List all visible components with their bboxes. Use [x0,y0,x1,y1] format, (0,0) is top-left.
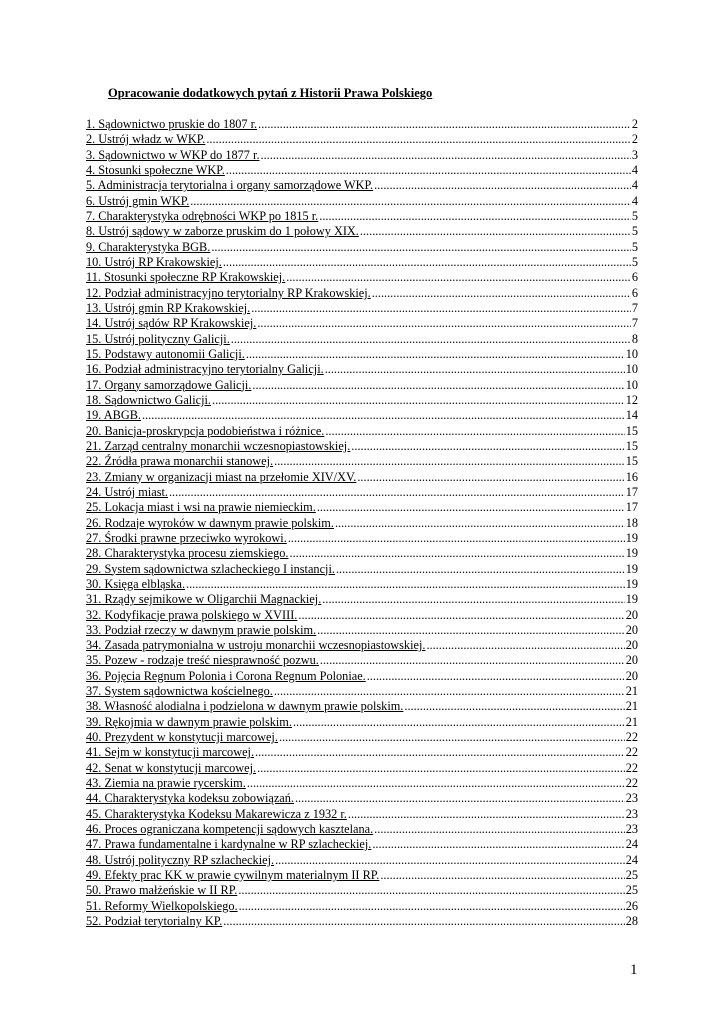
toc-entry[interactable] [86,868,638,883]
toc-entry-link[interactable]: 21. Zarząd centralny monarchii wczesnopiastowskiej. [86,438,351,453]
toc-page-number: 18 [625,515,638,530]
toc-entry[interactable] [86,286,638,301]
toc-entry-link[interactable]: 52. Podział terytorialny KP. [86,914,223,929]
toc-entry[interactable] [86,240,638,255]
toc-entry[interactable] [86,132,638,147]
toc-page-number: 6 [631,270,638,285]
toc-page-number: 21 [625,684,638,699]
toc-entry[interactable] [86,608,638,623]
toc-page-number: 7 [631,300,638,315]
toc-dot-leader [367,669,625,684]
toc-dot-leader [247,776,625,791]
toc-page-number: 20 [625,653,638,668]
toc-page-number: 5 [631,208,638,223]
toc-dot-leader [317,500,625,515]
toc-entry-link[interactable]: 20. Banicja-proskrypcja podobieństwa i różnice. [86,423,325,438]
toc-entry[interactable] [86,362,638,377]
toc-entry-link[interactable]: 15. Ustrój polityczny Galicji. [86,331,230,346]
toc-dot-leader [319,209,631,224]
toc-dot-leader [274,684,625,699]
toc-entry[interactable] [86,715,638,730]
toc-entry[interactable] [86,500,638,515]
toc-page-number: 20 [625,638,638,653]
toc-page-number: 4 [631,193,638,208]
toc-dot-leader [257,316,631,331]
toc-entry[interactable] [86,424,638,439]
toc-entry-link[interactable]: 26. Rodzaje wyroków w dawnym prawie polskim. [86,515,334,530]
toc-entry-link[interactable]: 1. Sądownictwo pruskie do 1807 r. [86,117,258,131]
toc-entry-link[interactable]: 4. Stosunki społeczne WKP. [86,162,225,177]
toc-entry-link[interactable]: 16. Podział administracyjno terytorialny Galicji. [86,362,324,377]
toc-page-number: 17 [625,484,638,499]
toc-entry-link[interactable]: 38. Własność alodialna i podzielona w dawnym prawie polskim. [86,699,404,714]
toc-entry-link[interactable]: 10. Ustrój RP Krakowskiej. [86,254,222,269]
toc-entry[interactable] [86,837,638,852]
toc-entry-link[interactable]: 35. Pozew - rodzaje treść niesprawność pozwu. [86,653,319,668]
toc-page-number: 26 [625,898,638,913]
toc-page-number: 19 [625,592,638,607]
toc-entry[interactable] [86,822,638,837]
toc-page-number: 23 [625,806,638,821]
toc-page-number: 2 [631,117,638,131]
toc-dot-leader [257,761,625,776]
toc-entry[interactable] [86,378,638,393]
toc-entry-link[interactable]: 18. Sądownictwo Galicji. [86,392,211,407]
toc-entry[interactable] [86,316,638,331]
toc-entry[interactable] [86,439,638,454]
toc-page-number: 6 [631,285,638,300]
toc-entry-link[interactable]: 51. Reformy Wielkopolskiego. [86,898,238,913]
toc-page-number: 19 [625,561,638,576]
toc-dot-leader [275,853,625,868]
toc-entry[interactable] [86,178,638,193]
toc-entry-link[interactable]: 50. Prawo małżeńskie w II RP. [86,883,238,898]
toc-dot-leader [293,715,625,730]
toc-dot-leader [322,592,624,607]
toc-page-number: 2 [631,132,638,147]
toc-entry-link[interactable]: 23. Zmiany w organizacji miast na przełomie XIV/XV. [86,469,357,484]
toc-dot-leader [246,347,625,362]
toc-entry-link[interactable]: 49. Efekty prac KK w prawie cywilnym materialnym II RP. [86,868,380,883]
toc-entry[interactable] [86,853,638,868]
toc-page-number: 17 [625,500,638,515]
toc-entry[interactable] [86,224,638,239]
toc-entry[interactable] [86,638,638,653]
document-title: Opracowanie dodatkowych pytań z Historii Prawa Polskiego [108,86,433,100]
toc-dot-leader [348,807,625,822]
toc-dot-leader [374,178,631,193]
toc-page-number: 7 [631,316,638,331]
toc-entry[interactable] [86,393,638,408]
toc-entry-link[interactable]: 44. Charakterystyka kodeksu zobowiązań. [86,791,294,806]
toc-entry[interactable] [86,699,638,714]
toc-entry-link[interactable]: 39. Rękojmia w dawnym prawie polskim. [86,714,292,729]
toc-entry[interactable] [86,761,638,776]
toc-page-number: 15 [625,454,638,469]
toc-page-number: 15 [625,423,638,438]
toc-entry[interactable] [86,332,638,347]
toc-entry[interactable] [86,163,638,178]
toc-dot-leader [261,148,631,163]
toc-entry-link[interactable]: 31. Rządy sejmikowe w Oligarchii Magnackiej. [86,592,322,607]
toc-entry[interactable] [86,883,638,898]
toc-dot-leader [186,577,625,592]
toc-entry-link[interactable]: 46. Proces ograniczana kompetencji sądowych kasztelana. [86,822,374,837]
toc-page-number: 25 [625,883,638,898]
toc-page-number: 19 [625,576,638,591]
toc-dot-leader [357,470,624,485]
toc-page-number: 19 [625,530,638,545]
toc-page-number: 16 [625,469,638,484]
toc-entry-link[interactable]: 30. Księga elbląska. [86,576,186,591]
toc-page-number: 12 [625,392,638,407]
toc-entry[interactable] [86,669,638,684]
toc-entry-link[interactable]: 15. Podstawy autonomii Galicji. [86,346,245,361]
toc-entry[interactable] [86,454,638,469]
toc-dot-leader [372,286,631,301]
toc-entry-link[interactable]: 43. Ziemia na prawie rycerskim. [86,776,246,791]
toc-dot-leader [317,623,625,638]
toc-dot-leader [238,883,624,898]
toc-dot-leader [251,301,631,316]
toc-dot-leader [142,408,625,423]
toc-dot-leader [211,240,631,255]
toc-page-number: 5 [631,239,638,254]
toc-entry[interactable] [86,408,638,423]
toc-dot-leader [288,531,625,546]
toc-page-number: 10 [625,362,638,377]
toc-page-number: 5 [631,254,638,269]
toc-entry-link[interactable]: 27. Środki prawne przeciwko wyrokowi. [86,530,287,545]
toc-entry-link[interactable]: 28. Charakterystyka procesu ziemskiego. [86,546,289,561]
toc-entry[interactable] [86,301,638,316]
toc-dot-leader [252,378,624,393]
toc-entry[interactable] [86,270,638,285]
toc-entry-link[interactable]: 41. Sejm w konstytucji marcowej. [86,745,255,760]
toc-entry-link[interactable]: 22. Źródła prawa monarchii stanowej. [86,454,274,469]
toc-dot-leader [255,745,625,760]
toc-dot-leader [360,224,631,239]
toc-entry-link[interactable]: 5. Administracja terytorialna i organy samorządowe WKP. [86,178,374,193]
toc-page-number: 4 [631,178,638,193]
toc-entry[interactable] [86,209,638,224]
toc-page-number: 15 [625,438,638,453]
toc-entry-link[interactable]: 42. Senat w konstytucji marcowej. [86,760,257,775]
toc-dot-leader [286,270,631,285]
toc-entry-link[interactable]: 19. ABGB. [86,408,142,423]
toc-page-number: 3 [631,147,638,162]
toc-entry[interactable] [86,485,638,500]
toc-entry-link[interactable]: 48. Ustrój polityczny RP szlacheckiej. [86,852,275,867]
toc-entry-link[interactable]: 33. Podział rzeczy w dawnym prawie polskim. [86,622,317,637]
toc-dot-leader [335,516,625,531]
toc-page-number: 22 [625,745,638,760]
toc-dot-leader [298,608,624,623]
toc-entry-link[interactable]: 32. Kodyfikacje prawa polskiego w XVIII. [86,607,298,622]
toc-dot-leader [239,899,625,914]
toc-entry-link[interactable]: 24. Ustrój miast. [86,484,168,499]
toc-page-number: 23 [625,822,638,837]
toc-entry[interactable] [86,791,638,806]
toc-entry[interactable] [86,470,638,485]
toc-page-number: 23 [625,791,638,806]
toc-entry-link[interactable]: 34. Zasada patrymonialna w ustroju monarchii wczesnopiastowskiej. [86,638,426,653]
toc-page-number: 21 [625,699,638,714]
toc-entry-link[interactable]: 7. Charakterystyka odrębności WKP po 1815 r. [86,208,319,223]
toc-entry-link[interactable]: 13. Ustrój gmin RP Krakowskiej. [86,300,251,315]
toc-dot-leader [212,393,625,408]
table-of-contents [86,117,638,929]
toc-entry-link[interactable]: 9. Charakterystyka BGB. [86,239,211,254]
toc-dot-leader [295,791,625,806]
toc-entry[interactable] [86,776,638,791]
toc-dot-leader [320,653,625,668]
toc-page-number: 10 [625,377,638,392]
toc-page-number: 25 [625,868,638,883]
toc-page-number: 28 [625,914,638,929]
toc-entry[interactable] [86,255,638,270]
toc-entry-link[interactable]: 40. Prezydent w konstytucji marcowej. [86,730,278,745]
toc-page-number: 20 [625,668,638,683]
toc-dot-leader [351,439,624,454]
toc-entry-link[interactable]: 36. Pojęcia Regnum Polonia i Corona Regnum Poloniae. [86,668,366,683]
toc-entry[interactable] [86,577,638,592]
toc-dot-leader [190,194,631,209]
toc-entry-link[interactable]: 11. Stosunki społeczne RP Krakowskiej. [86,270,286,285]
toc-entry[interactable] [86,194,638,209]
toc-entry[interactable] [86,899,638,914]
toc-entry[interactable] [86,117,638,132]
toc-entry[interactable] [86,347,638,362]
toc-page-number: 20 [625,607,638,622]
toc-page-number: 5 [631,224,638,239]
toc-page-number: 10 [625,346,638,361]
toc-entry[interactable] [86,730,638,745]
toc-entry-link[interactable]: 47. Prawa fundamentalne i kardynalne w RP szlacheckiej. [86,837,372,852]
toc-dot-leader [374,822,625,837]
toc-entry[interactable] [86,745,638,760]
toc-dot-leader [372,837,624,852]
page-number: 1 [630,962,638,978]
toc-page-number: 14 [625,408,638,423]
toc-dot-leader [426,638,624,653]
toc-dot-leader [325,424,624,439]
toc-entry-link[interactable]: 12. Podział administracyjno terytorialny RP Krakowskiej. [86,285,371,300]
toc-dot-leader [258,117,631,132]
toc-entry-link[interactable]: 14. Ustrój sądów RP Krakowskiej. [86,316,257,331]
toc-entry-link[interactable]: 37. System sądownictwa kościelnego. [86,684,273,699]
toc-entry[interactable] [86,562,638,577]
toc-dot-leader [226,163,631,178]
toc-entry[interactable] [86,914,638,929]
toc-page-number: 21 [625,714,638,729]
toc-page-number: 22 [625,776,638,791]
toc-entry-link[interactable]: 17. Organy samorządowe Galicji. [86,377,252,392]
toc-entry[interactable] [86,148,638,163]
toc-dot-leader [274,454,625,469]
toc-entry[interactable] [86,684,638,699]
toc-page-number: 22 [625,730,638,745]
toc-entry[interactable] [86,807,638,822]
toc-entry[interactable] [86,592,638,607]
toc-dot-leader [380,868,624,883]
toc-page-number: 20 [625,622,638,637]
toc-dot-leader [231,332,631,347]
toc-dot-leader [223,255,631,270]
toc-page-number: 22 [625,760,638,775]
toc-entry[interactable] [86,623,638,638]
toc-page-number: 19 [625,546,638,561]
toc-page-number: 24 [625,852,638,867]
toc-entry-link[interactable]: 6. Ustrój gmin WKP. [86,193,190,208]
toc-dot-leader [336,562,625,577]
toc-page-number: 24 [625,837,638,852]
toc-page-number: 8 [631,331,638,346]
toc-entry-link[interactable]: 45. Charakterystyka Kodeksu Makarewicza z 1932 r. [86,806,347,821]
toc-entry-link[interactable]: 25. Lokacja miast i wsi na prawie niemieckim. [86,500,316,515]
toc-dot-leader [325,362,625,377]
toc-dot-leader [206,132,631,147]
toc-entry-link[interactable]: 8. Ustrój sądowy w zaborze pruskim do 1 połowy XIX. [86,224,359,239]
toc-dot-leader [223,914,624,929]
toc-entry[interactable] [86,653,638,668]
toc-entry[interactable] [86,516,638,531]
toc-entry[interactable] [86,546,638,561]
toc-entry-link[interactable]: 2. Ustrój władz w WKP. [86,132,206,147]
toc-entry-link[interactable]: 29. System sądownictwa szlacheckiego I instancji. [86,561,335,576]
toc-dot-leader [279,730,625,745]
toc-entry-link[interactable]: 3. Sądownictwo w WKP do 1877 r. [86,147,260,162]
toc-dot-leader [169,485,625,500]
toc-dot-leader [290,546,625,561]
toc-entry[interactable] [86,531,638,546]
toc-dot-leader [404,699,624,714]
toc-page-number: 4 [631,162,638,177]
